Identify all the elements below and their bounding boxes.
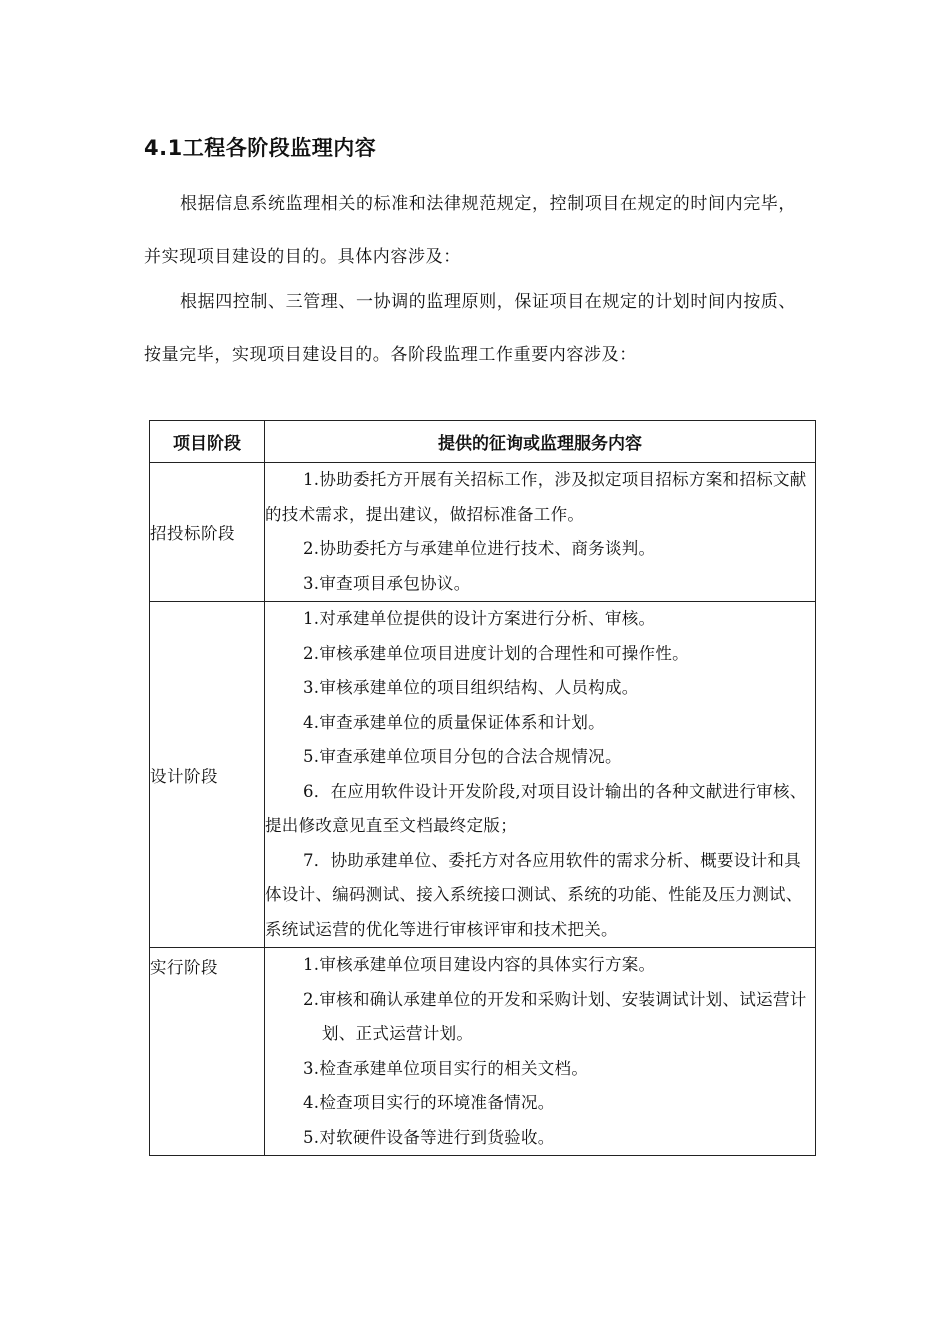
list-item: 3.检查承建单位项目实行的相关文档。 (303, 1058, 589, 1078)
list-item: 3.审查项目承包协议。 (303, 573, 471, 593)
intro-paragraph: 根据信息系统监理相关的标准和法律规范规定，控制项目在规定的时间内完毕，并实现项目建设的目的。具体内容涉及： (144, 194, 796, 267)
list-item: 6．在应用软件设计开发阶段,对项目设计输出的各种文献进行审核、提出修改意见直至文档最终定版； (265, 781, 807, 835)
stage-items (265, 602, 816, 948)
table-row (150, 463, 816, 602)
list-item: 1.审核承建单位项目建设内容的具体实行方案。 (303, 955, 656, 974)
principle-paragraph: 根据四控制、三管理、一协调的监理原则，保证项目在规定的计划时间内按质、按量完毕，实现项目建设目的。各阶段监理工作重要内容涉及： (144, 292, 796, 365)
list-item: 7．协助承建单位、委托方对各应用软件的需求分析、概要设计和具体设计、编码测试、接入系统接口测试、系统的功能、性能及压力测试、系统试运营的优化等进行审核评审和技术把关。 (265, 850, 803, 939)
list-item: 3.审核承建单位的项目组织结构、人员构成。 (303, 678, 639, 697)
list-item: 1.协助委托方开展有关招标工作，涉及拟定项目招标方案和招标文献的技术需求，提出建议，做招标准备工作。 (265, 470, 807, 524)
stage-design: 设计阶段 (150, 602, 265, 948)
list-item: 5.审查承建单位项目分包的合法合规情况。 (303, 747, 622, 766)
stage-bidding: 招投标阶段 (150, 463, 265, 602)
table-row (150, 602, 816, 948)
table-header-row (150, 421, 816, 463)
list-item: 4.审查承建单位的质量保证体系和计划。 (303, 712, 605, 732)
table-row (150, 948, 816, 1156)
header-services: 提供的征询或监理服务内容 (265, 421, 816, 463)
list-item: 2.协助委托方与承建单位进行技术、商务谈判。 (303, 539, 656, 558)
list-item: 1.对承建单位提供的设计方案进行分析、审核。 (303, 609, 656, 628)
stage-implementation: 实行阶段 (150, 948, 265, 1156)
stage-content-table (149, 420, 816, 1156)
list-item: 2.审核承建单位项目进度计划的合理性和可操作性。 (303, 643, 689, 663)
list-item: 2.审核和确认承建单位的开发和采购计划、安装调试计划、试运营计划、正式运营计划。 (303, 989, 807, 1043)
stage-items (265, 948, 816, 1156)
header-stage: 项目阶段 (150, 421, 265, 463)
list-item: 4.检查项目实行的环境准备情况。 (303, 1093, 555, 1112)
section-heading: 4.1工程各阶段监理内容 (144, 136, 377, 160)
stage-items (265, 463, 816, 602)
list-item: 5.对软硬件设备等进行到货验收。 (303, 1127, 555, 1147)
